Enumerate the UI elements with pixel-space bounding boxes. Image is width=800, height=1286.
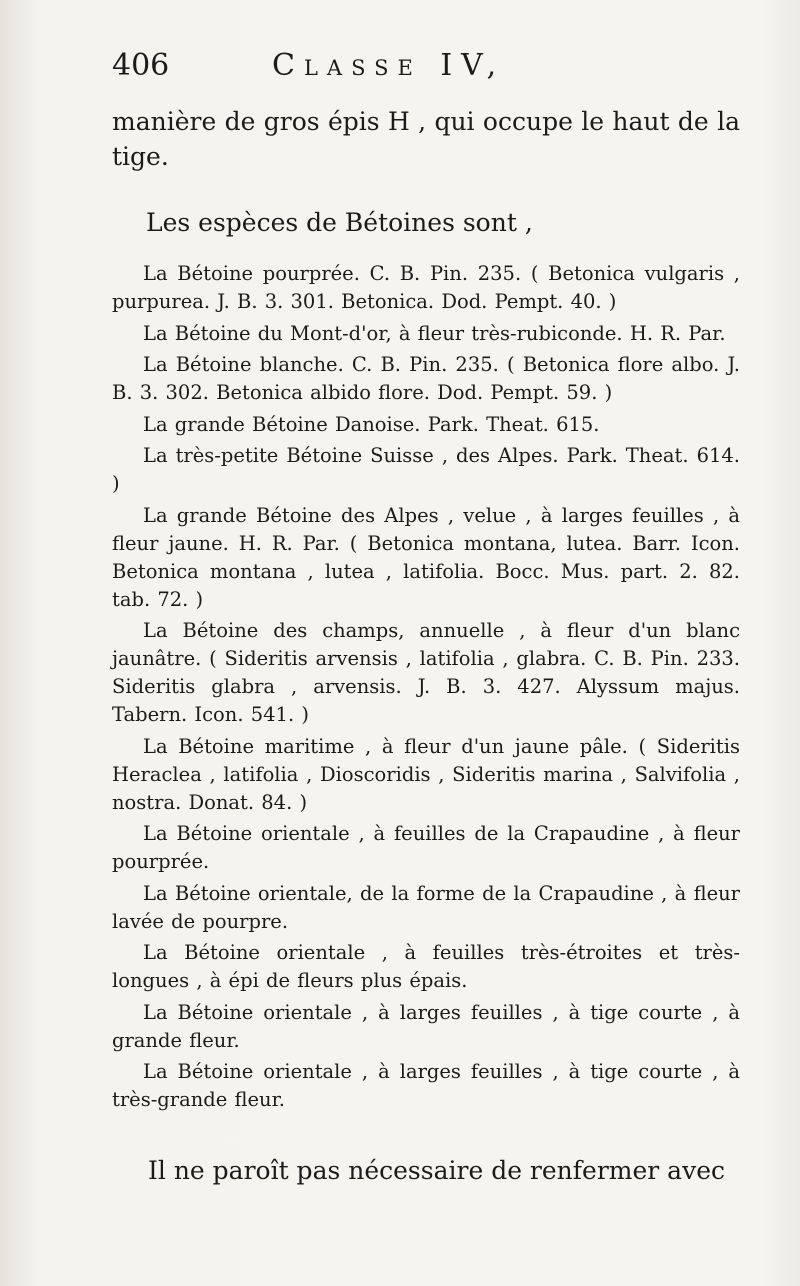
closing-line: Il ne paroît pas nécessaire de renfermer avec [148,1156,726,1185]
species-entry-9: La Bétoine orientale , à feuilles de la Crapaudine , à fleur pourprée. [112,822,740,873]
running-head [112,48,740,100]
species-entry-4: La grande Bétoine Danoise. Park. Theat. 615. [143,412,600,436]
species-entry-13: La Bétoine orientale , à larges feuilles , à tige courte , à très-grande fleur. [112,1060,740,1111]
species-entry-5: La très-petite Bétoine Suisse , des Alpes. Park. Theat. 614. ) [112,444,740,495]
species-list [112,260,740,1114]
page-number: 406 [112,48,170,83]
species-heading: Les espèces de Bétoines sont , [146,208,533,237]
species-entry-12: La Bétoine orientale , à larges feuilles , à tige courte , à grande fleur. [112,1000,740,1052]
species-entry-11: La Bétoine orientale , à feuilles très-étroites et très-longues , à épi de fleurs plus épais. [112,941,740,992]
species-entry-7: La Bétoine des champs, annuelle , à fleur d'un blanc jaunâtre. ( Sideritis arvensis , latifolia , glabra. C. B. Pin. 233. Sideritis glabra , arvensis. J. B. 3. 427. Alyssum majus. Tabern. Icon. 541. ) [112,619,740,726]
species-entry-3: La Bétoine blanche. C. B. Pin. 235. ( Betonica flore albo. J. B. 3. 302. Betonica albido flore. Dod. Pempt. 59. ) [112,353,740,404]
running-title: Classe IV, [272,48,506,83]
species-entry-10: La Bétoine orientale, de la forme de la Crapaudine , à fleur lavée de pourpre. [112,881,740,933]
species-entry-2: La Bétoine du Mont-d'or, à fleur très-rubiconde. H. R. Par. [143,321,726,345]
species-entry-8: La Bétoine maritime , à fleur d'un jaune pâle. ( Sideritis Heraclea , latifolia , Dioscoridis , Sideritis marina , Salvifolia , nostra. Donat. 84. ) [112,734,740,814]
lead-paragraph: manière de gros épis H , qui occupe le haut de la tige. [112,107,740,171]
species-entry-1: La Bétoine pourprée. C. B. Pin. 235. ( Betonica vulgaris , purpurea. J. B. 3. 301. Betonica. Dod. Pempt. 40. ) [112,262,740,313]
species-entry-6: La grande Bétoine des Alpes , velue , à larges feuilles , à fleur jaune. H. R. Par. ( Betonica montana, lutea. Barr. Icon. Betonica montana , lutea , latifolia. Bocc. Mus. part. 2. 82. tab. 72. ) [112,503,740,611]
